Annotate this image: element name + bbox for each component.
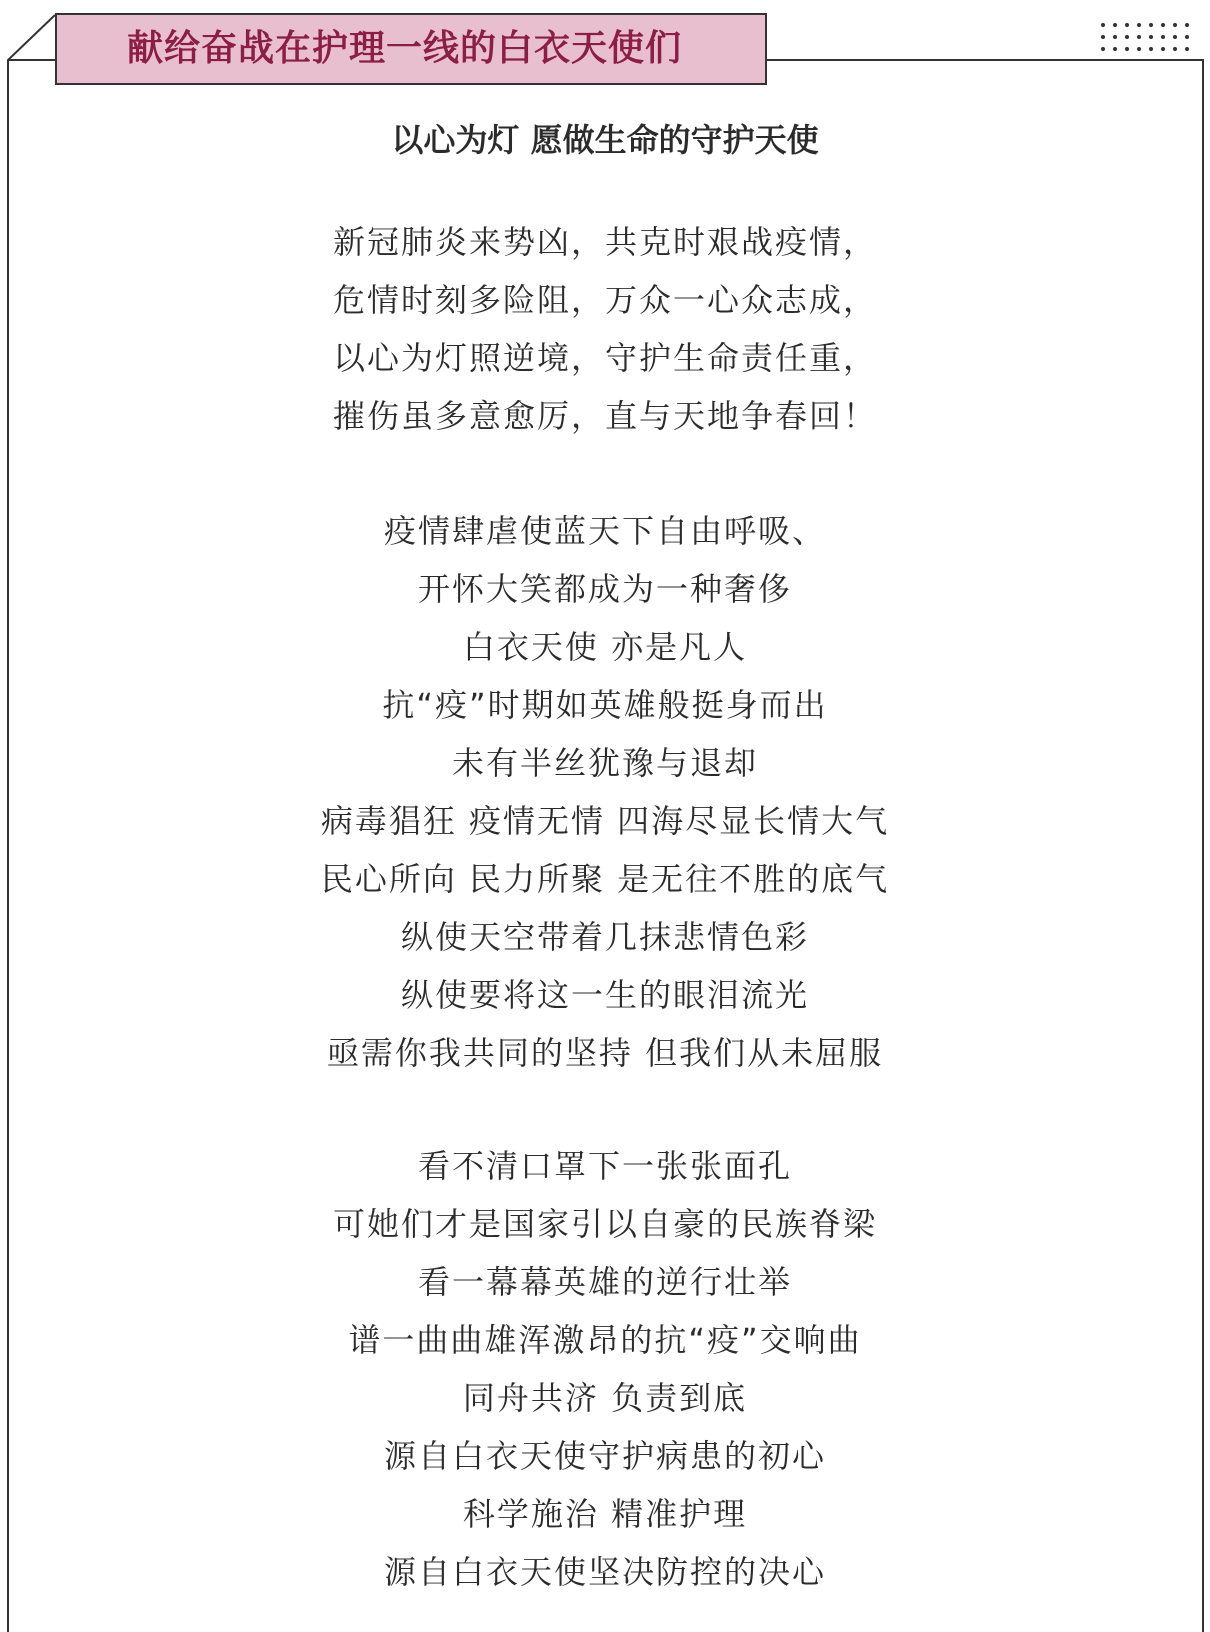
poem-line: 同舟共济 负责到底 <box>462 1379 748 1417</box>
poem-stanza-2 <box>0 502 1210 1082</box>
poem-stanza-1 <box>0 213 1210 445</box>
decorative-dot <box>1149 23 1153 27</box>
decorative-dot <box>1185 23 1189 27</box>
header-banner <box>55 13 767 85</box>
poem-line: 危情时刻多险阻，万众一心众志成， <box>332 281 877 319</box>
poem-line: 民心所向 民力所聚 是无往不胜的底气 <box>320 860 890 898</box>
decorative-dot <box>1113 35 1117 39</box>
decorative-dot <box>1125 35 1129 39</box>
poem-line: 抗“疫”时期如英雄般挺身而出 <box>382 686 828 724</box>
decorative-dot <box>1113 23 1117 27</box>
poem-line: 开怀大笑都成为一种奢侈 <box>417 570 792 608</box>
header-title: 献给奋战在护理一线的白衣天使们 <box>127 28 683 69</box>
poem-line: 科学施治 精准护理 <box>462 1495 748 1533</box>
poem-line: 纵使天空带着几抹悲情色彩 <box>400 918 809 956</box>
decorative-dot <box>1137 23 1141 27</box>
poem-line: 以心为灯照逆境，守护生命责任重， <box>332 339 877 377</box>
poem-line: 新冠肺炎来势凶，共克时艰战疫情， <box>332 223 877 261</box>
decorative-dot <box>1101 47 1105 51</box>
decorative-dot <box>1101 23 1105 27</box>
decorative-dot-grid <box>1098 20 1188 54</box>
decorative-dot <box>1173 23 1177 27</box>
decorative-dot <box>1113 47 1117 51</box>
poem-line: 看不清口罩下一张张面孔 <box>417 1147 792 1185</box>
poem-line: 可她们才是国家引以自豪的民族脊梁 <box>332 1205 877 1243</box>
poem-line: 未有半丝犹豫与退却 <box>451 744 758 782</box>
poem-line: 疫情肆虐使蓝天下自由呼吸、 <box>383 512 826 550</box>
decorative-dot <box>1125 47 1129 51</box>
decorative-dot <box>1185 47 1189 51</box>
poem-title: 以心为灯 愿做生命的守护天使 <box>391 121 819 159</box>
poem-line: 病毒猖狂 疫情无情 四海尽显长情大气 <box>320 802 890 840</box>
poem-stanza-3 <box>0 1137 1210 1601</box>
decorative-dot <box>1173 47 1177 51</box>
decorative-dot <box>1161 35 1165 39</box>
poem-line: 源自白衣天使坚决防控的决心 <box>383 1553 826 1591</box>
decorative-dot <box>1161 47 1165 51</box>
decorative-dot <box>1101 35 1105 39</box>
decorative-dot <box>1137 47 1141 51</box>
poem-line: 摧伤虽多意愈厉，直与天地争春回！ <box>332 397 877 435</box>
decorative-dot <box>1137 35 1141 39</box>
poem-line: 源自白衣天使守护病患的初心 <box>383 1437 826 1475</box>
decorative-dot <box>1185 35 1189 39</box>
decorative-dot <box>1125 23 1129 27</box>
decorative-dot <box>1173 35 1177 39</box>
poem-line: 谱一曲曲雄浑激昂的抗“疫”交响曲 <box>348 1321 862 1359</box>
decorative-dot <box>1161 23 1165 27</box>
poem-line: 纵使要将这一生的眼泪流光 <box>400 976 809 1014</box>
decorative-dot <box>1149 47 1153 51</box>
poem-line: 亟需你我共同的坚持 但我们从未屈服 <box>326 1034 884 1072</box>
poem-line: 白衣天使 亦是凡人 <box>462 628 748 666</box>
poem-line: 看一幕幕英雄的逆行壮举 <box>417 1263 792 1301</box>
decorative-dot <box>1149 35 1153 39</box>
